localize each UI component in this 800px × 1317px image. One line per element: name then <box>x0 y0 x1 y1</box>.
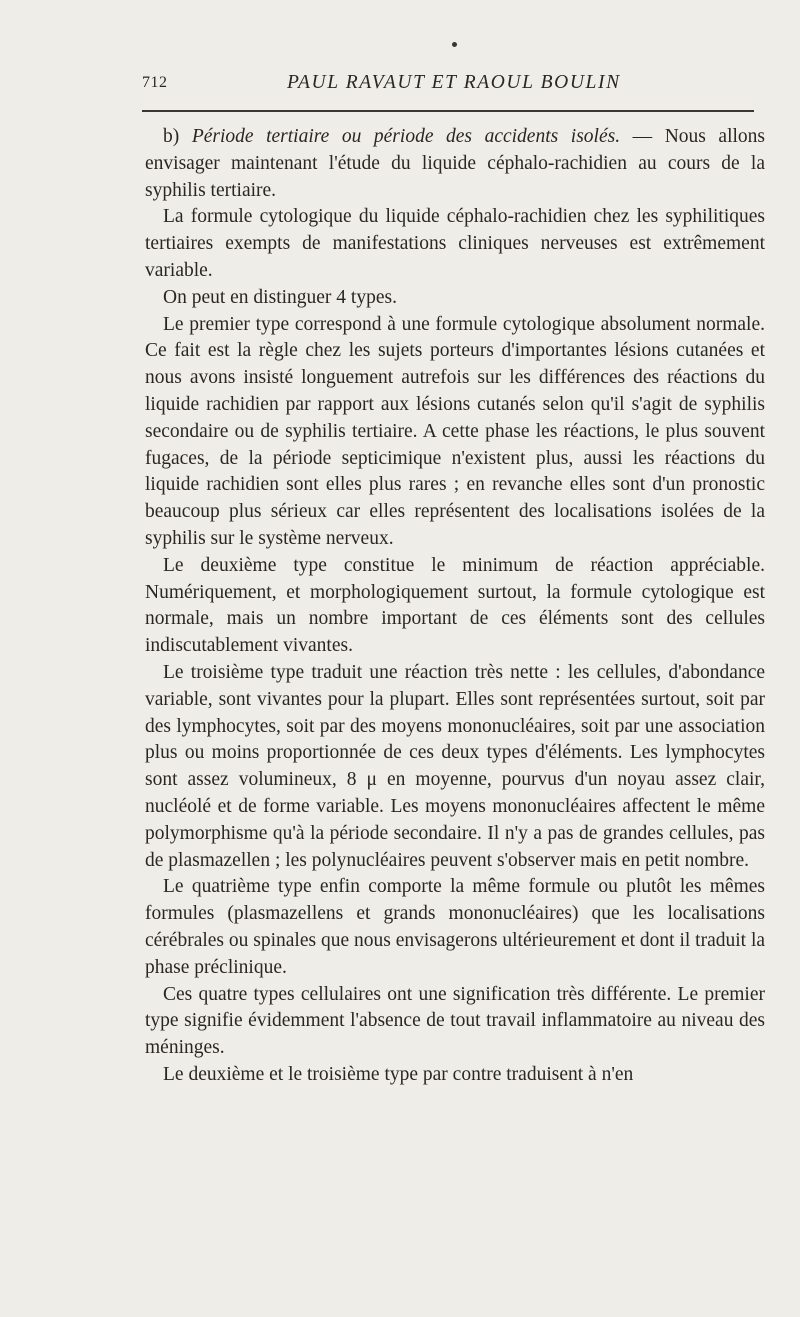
paragraph: Ces quatre types cellulaires ont une signification très différente. Le premier type signifie évidemment l'absence de tout travail inflammatoire au niveau des méninges. <box>145 983 765 1059</box>
ink-dot <box>452 42 457 47</box>
running-title: PAUL RAVAUT ET RAOUL BOULIN <box>287 72 621 93</box>
section-paragraph <box>145 124 765 204</box>
header-rule <box>142 110 754 112</box>
paragraph: On peut en distinguer 4 types. <box>163 286 397 308</box>
paragraph: Le quatrième type enfin comporte la même formule ou plutôt les mêmes formules (plasmazellens et grands mononucléaires) que les localisations cérébrales ou spinales que nous envisagerons ultérieurement et dont il traduit la phase préclinique. <box>145 876 766 978</box>
section-title: Période tertiaire ou période des accidents isolés. <box>191 126 621 147</box>
paragraph: Le deuxième type constitue le minimum de réaction appréciable. Numériquement, et morphologiquement surtout, la formule cytologique est normale, mais un nombre important de ces éléments sont des cellules indiscutablement vivantes. <box>145 554 765 657</box>
section-dash: — <box>620 126 665 147</box>
page-number: 712 <box>142 74 168 91</box>
running-head <box>142 72 757 102</box>
body-text <box>145 124 765 1089</box>
paragraph: La formule cytologique du liquide céphalo-rachidien chez les syphilitiques tertiaires exempts de manifestations cliniques nerveuses est extrêmement variable. <box>145 206 765 281</box>
section-intro: Nous allons envisager maintenant l'étude du liquide céphalo-rachidien au cours de la syphilis tertiaire. <box>145 126 766 201</box>
section-label: b) <box>163 126 192 147</box>
paragraph: Le troisième type traduit une réaction très nette : les cellules, d'abondance variable, sont vivantes pour la plupart. Elles sont représentées surtout, soit par des lymphocytes, soit par des moyens mononucléaires, soit par une association plus ou moins proportionnée de ces deux types d'éléments. Les lymphocytes sont assez volumineux, 8 μ en moyenne, pourvus d'un noyau assez clair, nucléolé et de forme variable. Les moyens mononucléaires affectent le même polymorphisme qu'à la période secondaire. Il n'y a pas de grandes cellules, pas de plasmazellen ; les polynucléaires peuvent s'observer mais en petit nombre. <box>145 661 765 871</box>
paragraph: Le premier type correspond à une formule cytologique absolument normale. Ce fait est la règle chez les sujets porteurs d'importantes lésions cutanées et nous avons insisté longuement autrefois sur les différences des réactions du liquide rachidien par rapport aux lésions cutanés selon qu'il s'agit de syphilis secondaire ou de syphilis tertiaire. A cette phase les réactions, le plus souvent fugaces, de la période septicimique n'existent plus, aussi les réactions du liquide rachidien sont elles plus rares ; en revanche elles sont d'un pronostic beaucoup plus sérieux car elles représentent des localisations isolées de la syphilis sur le système nerveux. <box>145 313 765 549</box>
paragraph: Le deuxième et le troisième type par contre traduisent à n'en <box>163 1063 634 1085</box>
